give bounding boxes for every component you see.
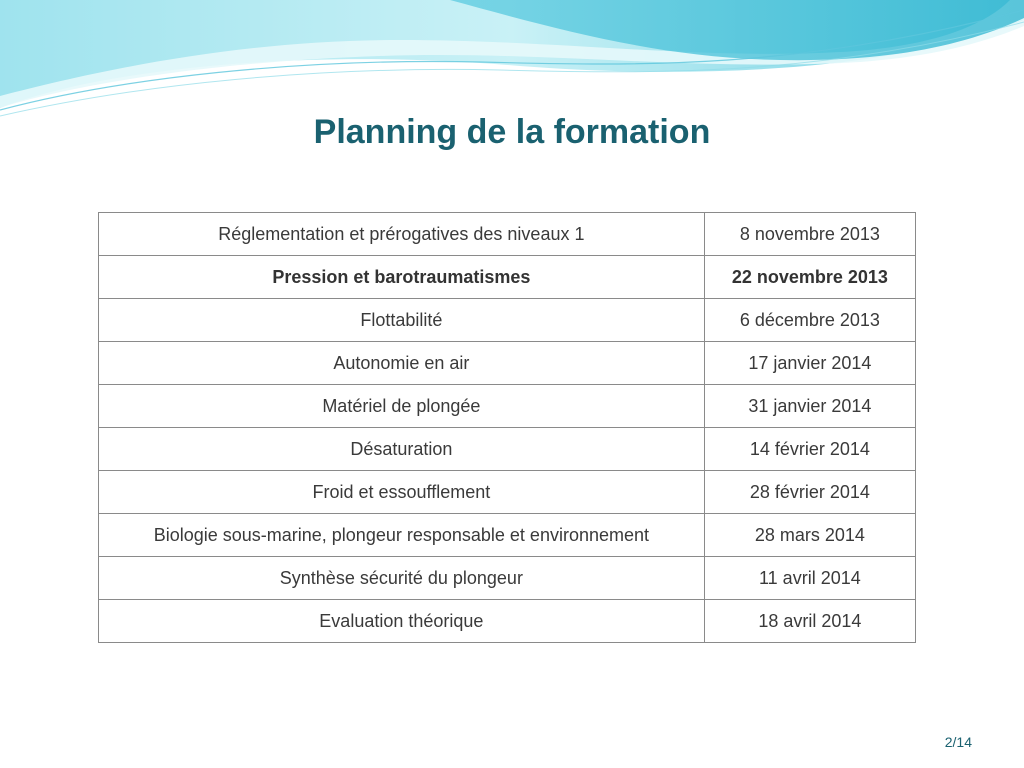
topic-cell: Désaturation: [99, 428, 705, 471]
date-cell: 22 novembre 2013: [704, 256, 915, 299]
topic-cell: Flottabilité: [99, 299, 705, 342]
topic-cell: Biologie sous-marine, plongeur responsable et environnement: [99, 514, 705, 557]
table-row: [99, 299, 916, 342]
date-cell: 8 novembre 2013: [704, 213, 915, 256]
table-row: [99, 514, 916, 557]
topic-cell: Synthèse sécurité du plongeur: [99, 557, 705, 600]
topic-cell: Froid et essoufflement: [99, 471, 705, 514]
topic-cell: Pression et barotraumatismes: [99, 256, 705, 299]
table-row: [99, 256, 916, 299]
table-row: [99, 385, 916, 428]
table-row: [99, 471, 916, 514]
table-row: [99, 428, 916, 471]
date-cell: 18 avril 2014: [704, 600, 915, 643]
topic-cell: Matériel de plongée: [99, 385, 705, 428]
table-row: [99, 600, 916, 643]
date-cell: 17 janvier 2014: [704, 342, 915, 385]
schedule-table: [98, 212, 916, 643]
date-cell: 28 mars 2014: [704, 514, 915, 557]
date-cell: 14 février 2014: [704, 428, 915, 471]
topic-cell: Réglementation et prérogatives des niveaux 1: [99, 213, 705, 256]
date-cell: 6 décembre 2013: [704, 299, 915, 342]
topic-cell: Evaluation théorique: [99, 600, 705, 643]
table-row: [99, 213, 916, 256]
date-cell: 28 février 2014: [704, 471, 915, 514]
page-number: 2/14: [944, 734, 972, 750]
table-row: [99, 557, 916, 600]
topic-cell: Autonomie en air: [99, 342, 705, 385]
page-title: Planning de la formation: [313, 113, 711, 151]
table-row: [99, 342, 916, 385]
date-cell: 11 avril 2014: [704, 557, 915, 600]
date-cell: 31 janvier 2014: [704, 385, 915, 428]
